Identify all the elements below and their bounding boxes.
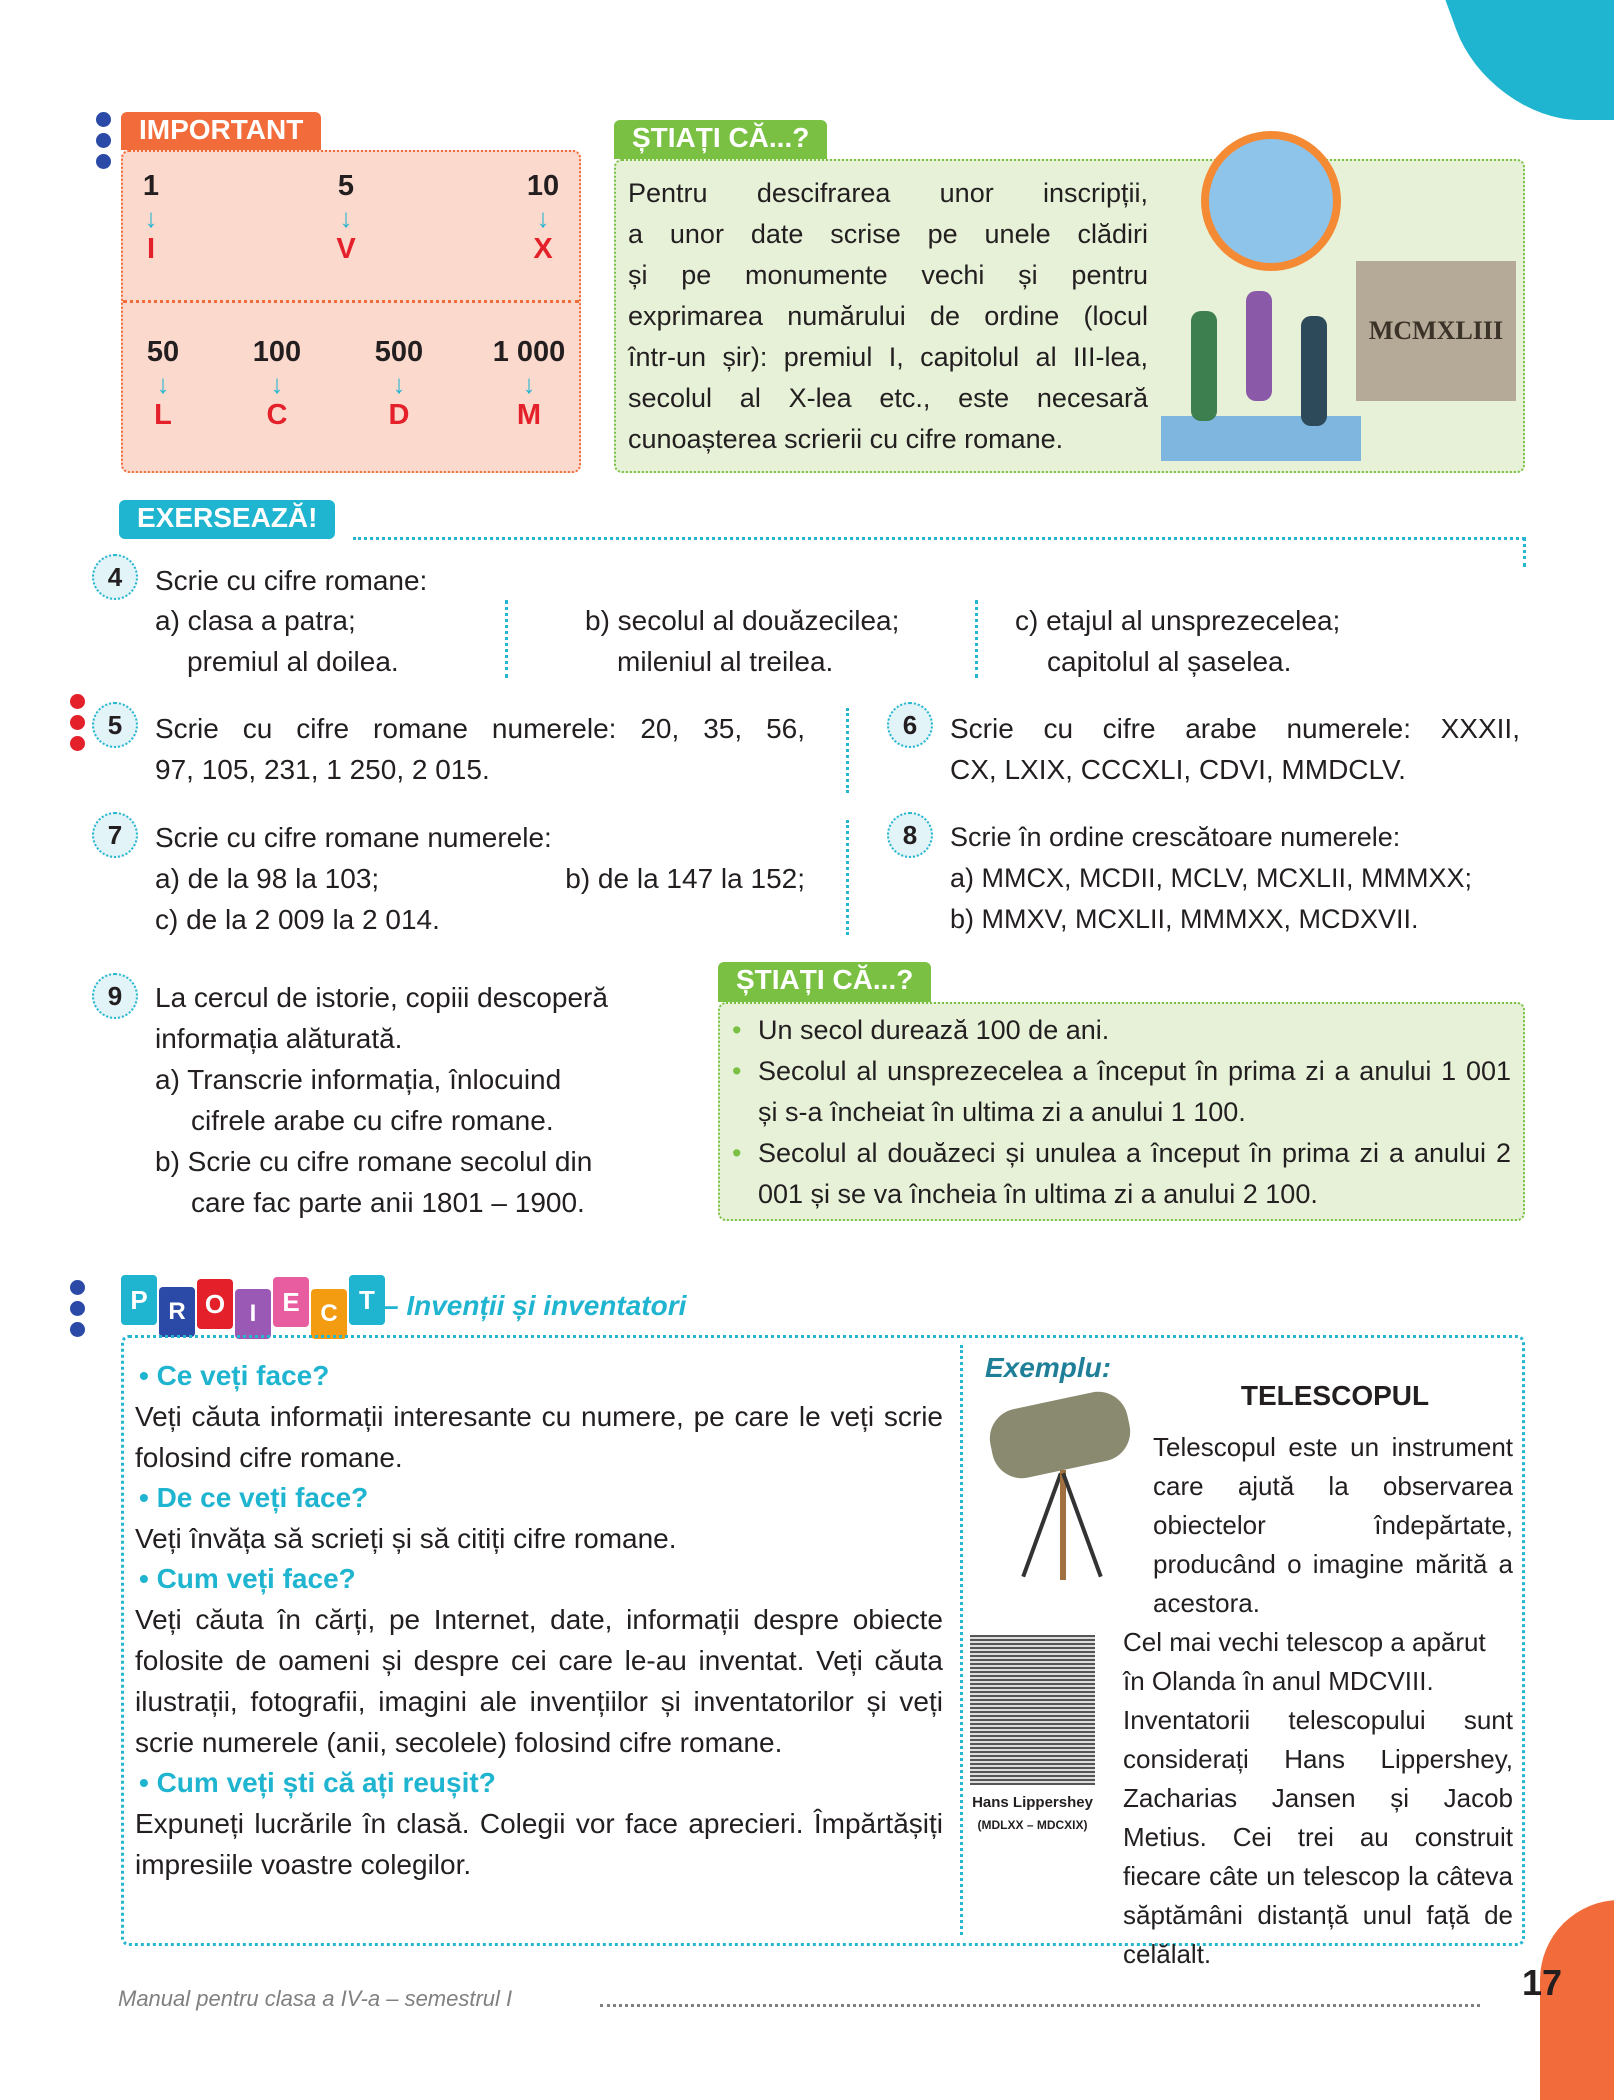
stiati-box-2 [718, 1002, 1525, 1221]
fact-item: • Un secol durează 100 de ani. [724, 1010, 1511, 1051]
text-line: și pe monumente vechi și pentru [628, 260, 1148, 290]
telescope-title: TELESCOPUL [1240, 1380, 1430, 1411]
exercise-number: 8 [887, 812, 933, 858]
footer-text: Manual pentru clasa a IV-a – semestrul I [118, 1986, 513, 2011]
exerseaza-tag: EXERSEAZĂ! [119, 500, 335, 539]
roman-50: 50 ↓ L [146, 336, 180, 431]
telescope-text-1: Telescopul este un instrument care ajută la observarea obiectelor îndepărtate, producând o imagine mărită a acestora. [1153, 1432, 1513, 1618]
divider [846, 708, 849, 793]
exercise-4-c: c) etajul al unsprezecelea; capitolul al șaselea. [1015, 605, 1341, 677]
text-line: Pentru descifrarea unor inscripții, [628, 178, 1148, 208]
exercise-7-text: Scrie cu cifre romane numerele: a) de la 98 la 103; b) de la 147 la 152; c) de la 2 009 la 2 014. [155, 822, 805, 935]
corner-decoration-top [1431, 0, 1614, 120]
page-number: 17 [1522, 1962, 1563, 2003]
fact-item: • Secolul al unsprezecelea a început în prima zi a anului 1 001 și s-a încheiat în ultima zi a anului 1 100. [724, 1051, 1511, 1133]
roman-plaque: MCMXLIII [1356, 261, 1516, 401]
divider [975, 600, 978, 678]
important-box [121, 150, 581, 473]
proiect-instructions: • Ce veți face? Veți căuta informații interesante cu numere, pe care le veți scrie folosind cifre romane. • De ce veți face? Veți învăța să scrieți și să citiți cifre romane. • Cum veți face? Veți căuta în cărți, pe Internet, date, informații despre obiecte folosite de oameni și despre cei care le-au inventat. Veți căuta ilustrații, fotografii, imagini ale invențiilor și inventatorilor și veți scrie numerele (anii, secolele) folosind cifre romane. • Cum veți ști că ați reușit? Expuneți lucrările în clasă. Colegii vor face aprecieri. Împărtășiți impresiile voastre colegilor. [135, 1360, 943, 1880]
difficulty-dots [70, 694, 85, 757]
roman-100: 100 ↓ C [252, 336, 302, 431]
divider [353, 537, 1525, 540]
roman-500: 500 ↓ D [374, 336, 424, 431]
important-tag: IMPORTANT [121, 112, 321, 150]
fact-item: • Secolul al douăzeci și unulea a început în prima zi a anului 2 001 și se va încheia în ultima zi a anului 2 100. [724, 1133, 1511, 1215]
divider [1523, 537, 1526, 567]
stiati-box [614, 159, 1525, 473]
bullet-dots [70, 1280, 85, 1343]
roman-1: 1 ↓ I [142, 170, 160, 265]
divider [846, 820, 849, 935]
text-line: a unor date scrise pe unele clădiri [628, 219, 1148, 249]
exercise-number: 7 [92, 812, 138, 858]
pocket-watch-icon [1201, 131, 1341, 271]
portrait-caption: Hans Lippershey (MDLXX – MDCXIX) [972, 1794, 1093, 1832]
exercise-4-title: Scrie cu cifre romane: [155, 565, 428, 596]
roman-10: 10 ↓ X [526, 170, 560, 265]
exercise-number: 5 [92, 702, 138, 748]
exercise-4-b: b) secolul al douăzecilea; mileniul al treilea. [585, 605, 900, 677]
exercise-6-text: Scrie cu cifre arabe numerele: XXXII, CX, LXIX, CCCXLI, CDVI, MMDCLV. [950, 713, 1520, 785]
bullet-dots [96, 112, 111, 175]
telescope-text-2: Cel mai vechi telescop a apărut în Olanda în anul MDCVIII. Inventatorii telescopului sunt considerați Hans Lippershey, Zacharias Jansen și Jacob Metius. Cei trei au construit fiecare câte un telescop la câteva săptămâni distanță unul față de celălalt. [1123, 1627, 1513, 1969]
podium-children-illustration [1161, 291, 1361, 461]
divider [505, 600, 508, 678]
roman-5: 5 ↓ V [336, 170, 356, 265]
exercise-4-a: a) clasa a patra; premiul al doilea. [155, 605, 399, 677]
text-line: exprimarea numărului de ordine (locul [628, 301, 1148, 331]
divider [960, 1345, 963, 1935]
example-label: Exemplu: [985, 1352, 1112, 1383]
text-line: cunoașterea scrierii cu cifre romane. [628, 424, 1064, 454]
divider [600, 2004, 1480, 2007]
stiati-tag: ȘTIAȚI CĂ...? [614, 120, 827, 159]
proiect-logo: P R O I E C T [121, 1275, 385, 1339]
exercise-8-text: Scrie în ordine crescătoare numerele: a) MMCX, MCDII, MCLV, MCXLII, MMMXX; b) MMXV, MCXLII, MMMXX, MCDXVII. [950, 822, 1473, 934]
text-line: secolul al X-lea etc., este necesară [628, 383, 1148, 413]
exercise-9-text: La cercul de istorie, copiii descoperă informația alăturată. a) Transcrie informația, înlocuind cifrele arabe cu cifre romane. b) Scrie cu cifre romane secolul din care fac parte anii 1801 – 1900. [155, 982, 608, 1218]
exercise-number: 4 [92, 554, 138, 600]
proiect-title: – Invenții și inventatori [383, 1290, 687, 1321]
roman-1000: 1 000 ↓ M [492, 336, 566, 431]
exercise-5-text: Scrie cu cifre romane numerele: 20, 35, 56, 97, 105, 231, 1 250, 2 015. [155, 713, 805, 785]
exercise-number: 6 [887, 702, 933, 748]
stiati-tag-2: ȘTIAȚI CĂ...? [718, 962, 931, 1002]
portrait-image [970, 1635, 1095, 1785]
exercise-number: 9 [92, 973, 138, 1019]
telescope-image [980, 1390, 1135, 1585]
text-line: într-un șir): premiul I, capitolul al III-lea, [628, 342, 1148, 372]
